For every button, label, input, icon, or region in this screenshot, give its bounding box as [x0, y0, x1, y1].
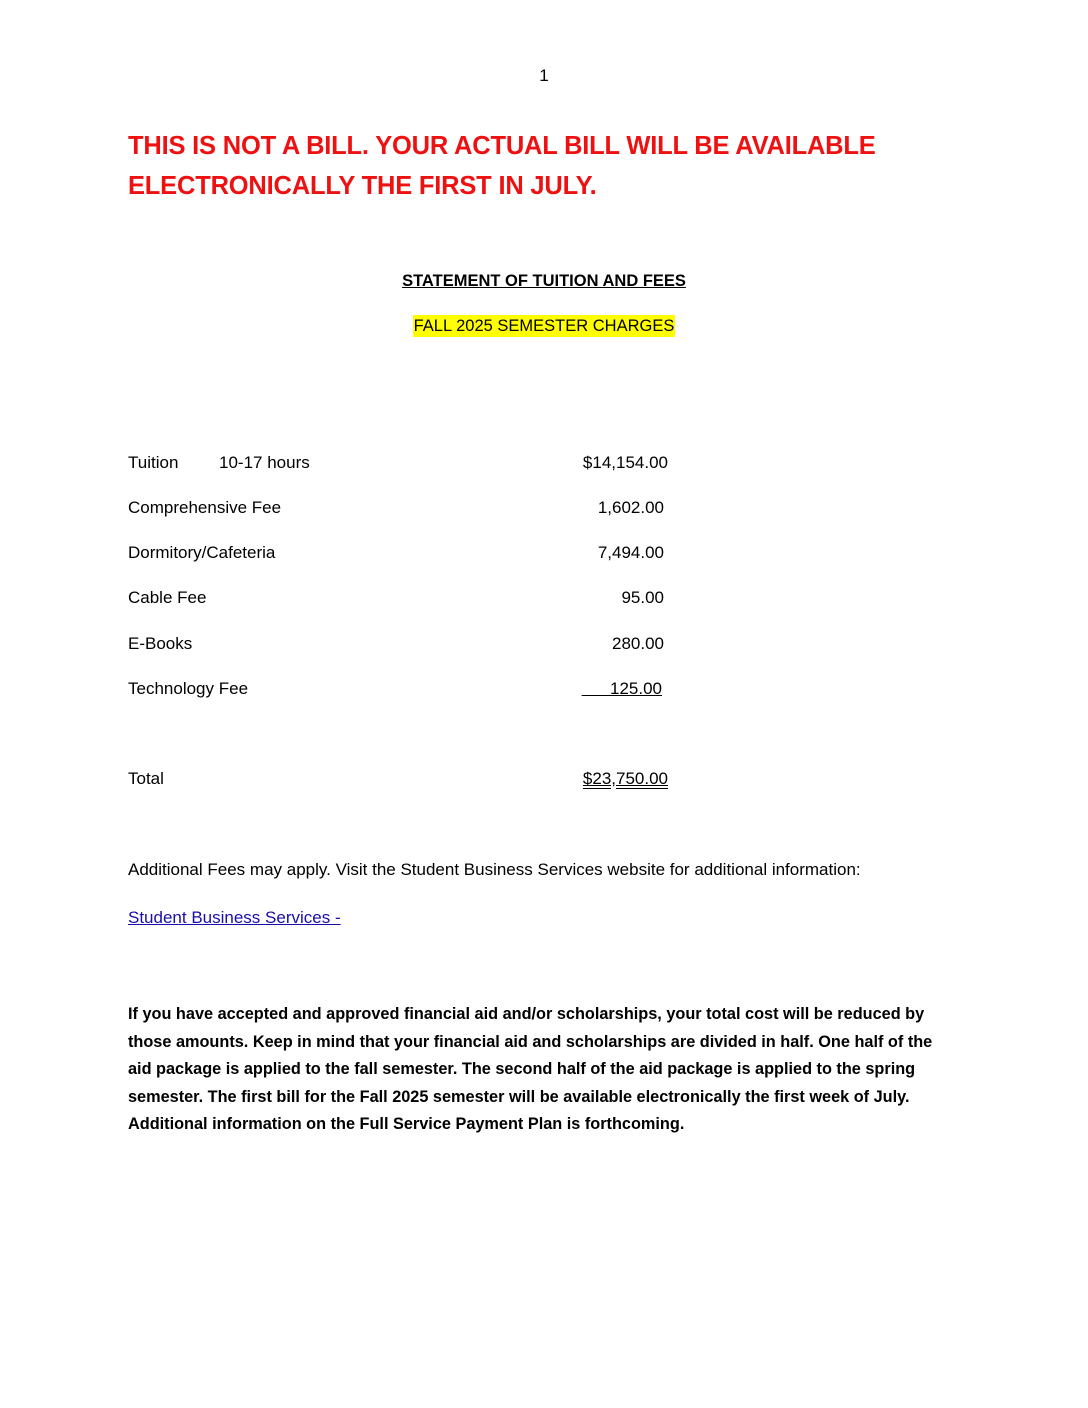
charge-row-cable-fee [128, 588, 668, 612]
page-number: 1 [539, 66, 549, 85]
charge-label: Cable Fee [128, 588, 207, 607]
charge-label: Tuition [128, 453, 179, 472]
charge-label: Comprehensive Fee [128, 498, 282, 517]
charge-amount: 125.00 [581, 679, 662, 698]
additional-fees-note: Additional Fees may apply. Visit the Student Business Services website for additional information: [128, 860, 861, 879]
charge-detail: 10-17 hours [219, 453, 310, 472]
charge-label: Dormitory/Cafeteria [128, 543, 276, 562]
charge-amount: 95.00 [621, 588, 664, 607]
charge-label: Technology Fee [128, 679, 249, 698]
charge-row-tuition [128, 453, 668, 477]
statement-title: STATEMENT OF TUITION AND FEES [402, 272, 686, 290]
notice-line-2: ELECTRONICALLY THE FIRST IN JULY. [128, 172, 597, 200]
notice-line-1: THIS IS NOT A BILL. YOUR ACTUAL BILL WILL BE AVAILABLE [128, 132, 876, 160]
charge-row-comprehensive-fee [128, 498, 668, 522]
not-a-bill-notice [128, 126, 958, 206]
charge-amount: 280.00 [612, 634, 664, 653]
financial-aid-paragraph: If you have accepted and approved financial aid and/or scholarships, your total cost will be reduced by those amounts. Keep in mind that your financial aid and scholarships are divided in half. One half of the aid package is applied to the fall semester. The second half of the aid package is applied to the spring semester. The first bill for the Fall 2025 semester will be available electronically the first week of July. Additional information on the Full Service Payment Plan is forthcoming. [128, 1005, 933, 1133]
charge-amount: 1,602.00 [597, 498, 664, 517]
total-row [128, 769, 668, 793]
total-label: Total [128, 769, 164, 788]
charge-row-technology-fee [128, 679, 668, 703]
charge-label: E-Books [128, 634, 193, 653]
total-amount: $23,750.00 [582, 769, 668, 788]
semester-heading [0, 317, 1088, 336]
semester-label: FALL 2025 SEMESTER CHARGES [413, 317, 675, 335]
charge-amount: $14,154.00 [582, 453, 668, 472]
charge-row-e-books [128, 634, 668, 658]
charge-amount: 7,494.00 [597, 543, 664, 562]
student-business-services-link[interactable]: Student Business Services - [128, 908, 341, 927]
charge-row-dormitory-cafeteria [128, 543, 668, 567]
